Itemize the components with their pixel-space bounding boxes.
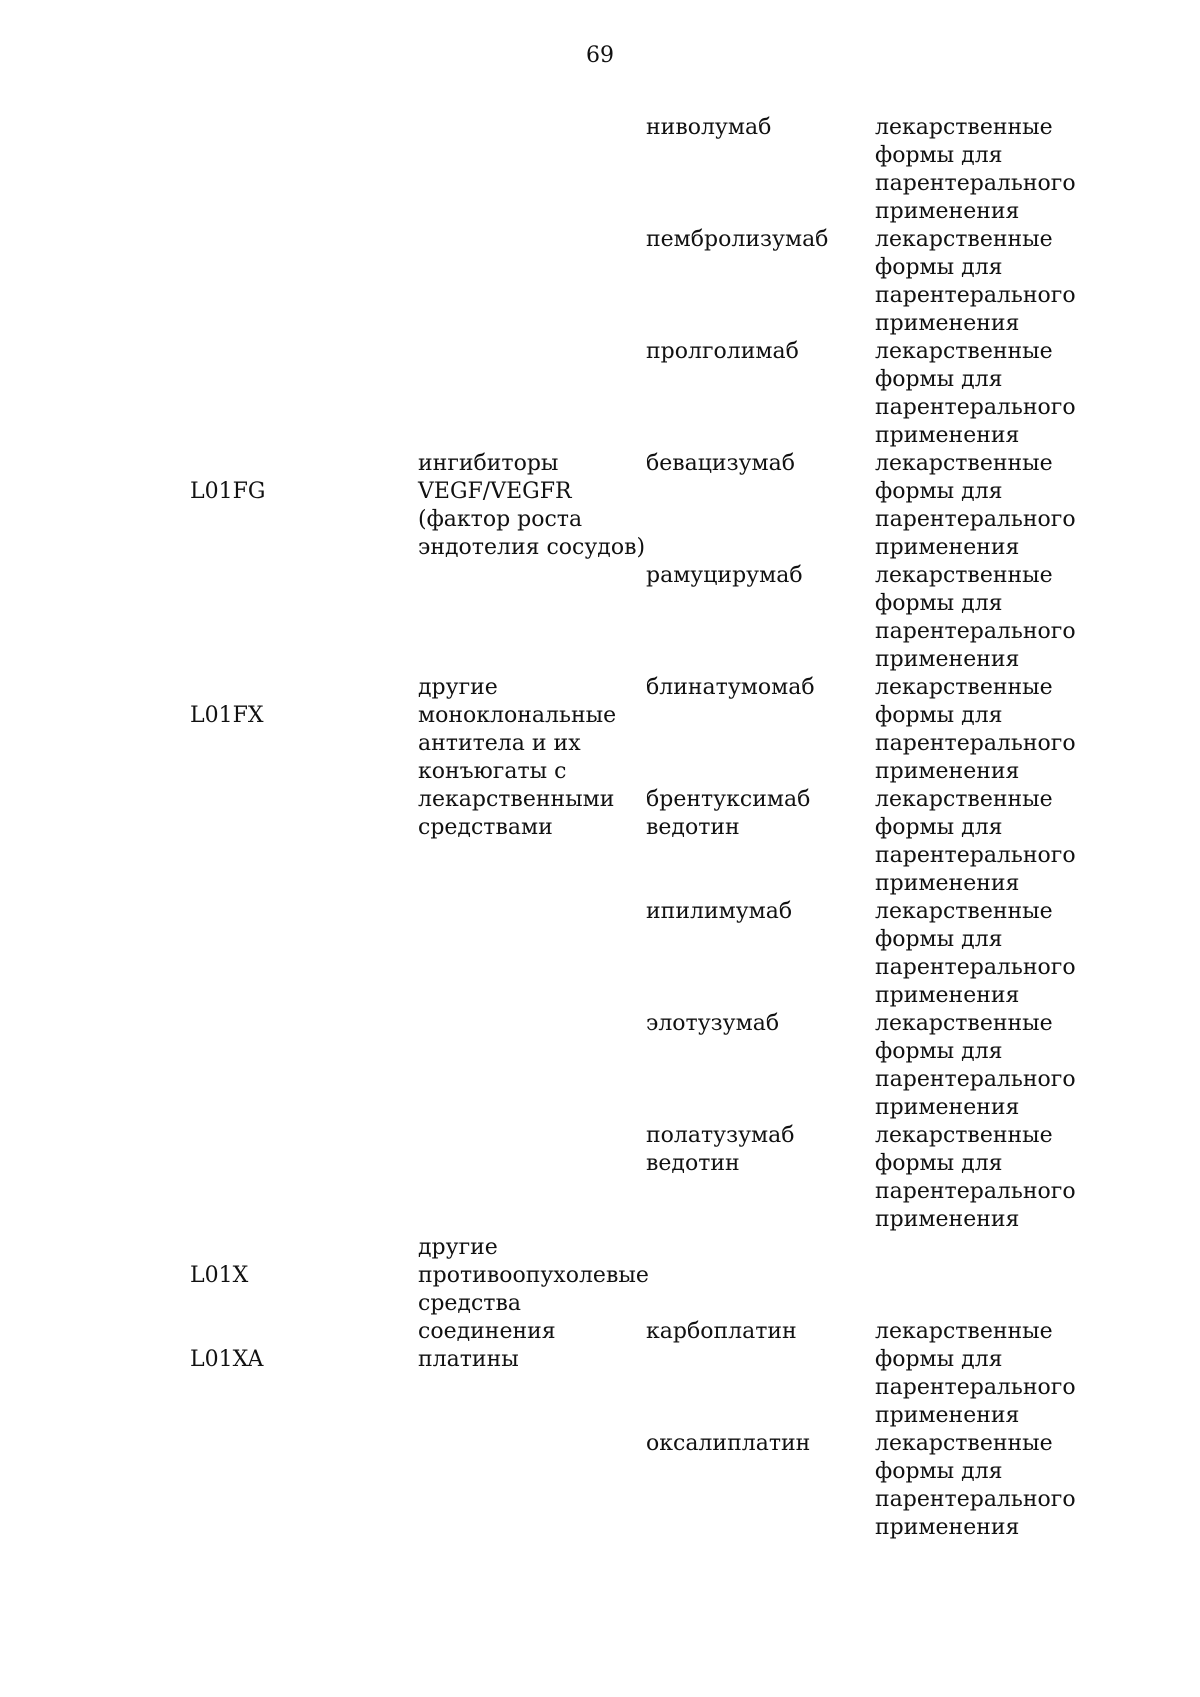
dosage-form: лекарственные формы для парентерального применения bbox=[875, 1319, 1076, 1428]
dosage-form: лекарственные формы для парентерального применения bbox=[875, 227, 1076, 336]
dosage-form: лекарственные формы для парентерального применения bbox=[875, 451, 1076, 560]
dosage-form: лекарственные формы для парентерального применения bbox=[875, 115, 1076, 224]
atc-code: L01FX bbox=[190, 703, 264, 728]
drug-name: пролголимаб bbox=[646, 339, 799, 364]
dosage-form: лекарственные формы для парентерального применения bbox=[875, 339, 1076, 448]
table-row bbox=[0, 1430, 1200, 1542]
table-row bbox=[0, 898, 1200, 1010]
drug-name: ипилимумаб bbox=[646, 899, 793, 924]
group-name: другие противоопухолевые средства bbox=[418, 1235, 649, 1316]
table-row bbox=[0, 786, 1200, 898]
drug-name: бевацизумаб bbox=[646, 451, 795, 476]
atc-code: L01XA bbox=[190, 1347, 264, 1372]
page-number: 69 bbox=[586, 43, 614, 68]
drug-name: пембролизумаб bbox=[646, 227, 829, 252]
dosage-form: лекарственные формы для парентерального применения bbox=[875, 899, 1076, 1008]
dosage-form: лекарственные формы для парентерального применения bbox=[875, 675, 1076, 784]
drug-name: брентуксимаб ведотин bbox=[646, 787, 811, 840]
dosage-form: лекарственные формы для парентерального применения bbox=[875, 787, 1076, 896]
table-row bbox=[0, 1122, 1200, 1234]
table-row bbox=[0, 338, 1200, 450]
drug-name: полатузумаб ведотин bbox=[646, 1123, 795, 1176]
table-row bbox=[0, 1234, 1200, 1318]
group-name: ингибиторы VEGF/VEGFR (фактор роста эндотелия сосудов) bbox=[418, 451, 646, 560]
group-name: другие моноклональные антитела и их конъюгаты с лекарственными средствами bbox=[418, 675, 617, 840]
drug-name: карбоплатин bbox=[646, 1319, 797, 1344]
table-row bbox=[0, 226, 1200, 338]
drug-name: элотузумаб bbox=[646, 1011, 780, 1036]
drug-name: рамуцирумаб bbox=[646, 563, 803, 588]
drug-name: ниволумаб bbox=[646, 115, 772, 140]
drug-classification-table bbox=[0, 114, 1200, 1542]
dosage-form: лекарственные формы для парентерального применения bbox=[875, 1431, 1076, 1540]
table-row bbox=[0, 450, 1200, 562]
dosage-form: лекарственные формы для парентерального применения bbox=[875, 563, 1076, 672]
atc-code: L01X bbox=[190, 1263, 249, 1288]
drug-name: блинатумомаб bbox=[646, 675, 815, 700]
table-row bbox=[0, 562, 1200, 674]
table-row bbox=[0, 1010, 1200, 1122]
table-row bbox=[0, 1318, 1200, 1430]
group-name: соединения платины bbox=[418, 1319, 556, 1372]
dosage-form: лекарственные формы для парентерального применения bbox=[875, 1011, 1076, 1120]
atc-code: L01FG bbox=[190, 479, 266, 504]
drug-name: оксалиплатин bbox=[646, 1431, 811, 1456]
table-row bbox=[0, 114, 1200, 226]
dosage-form: лекарственные формы для парентерального применения bbox=[875, 1123, 1076, 1232]
